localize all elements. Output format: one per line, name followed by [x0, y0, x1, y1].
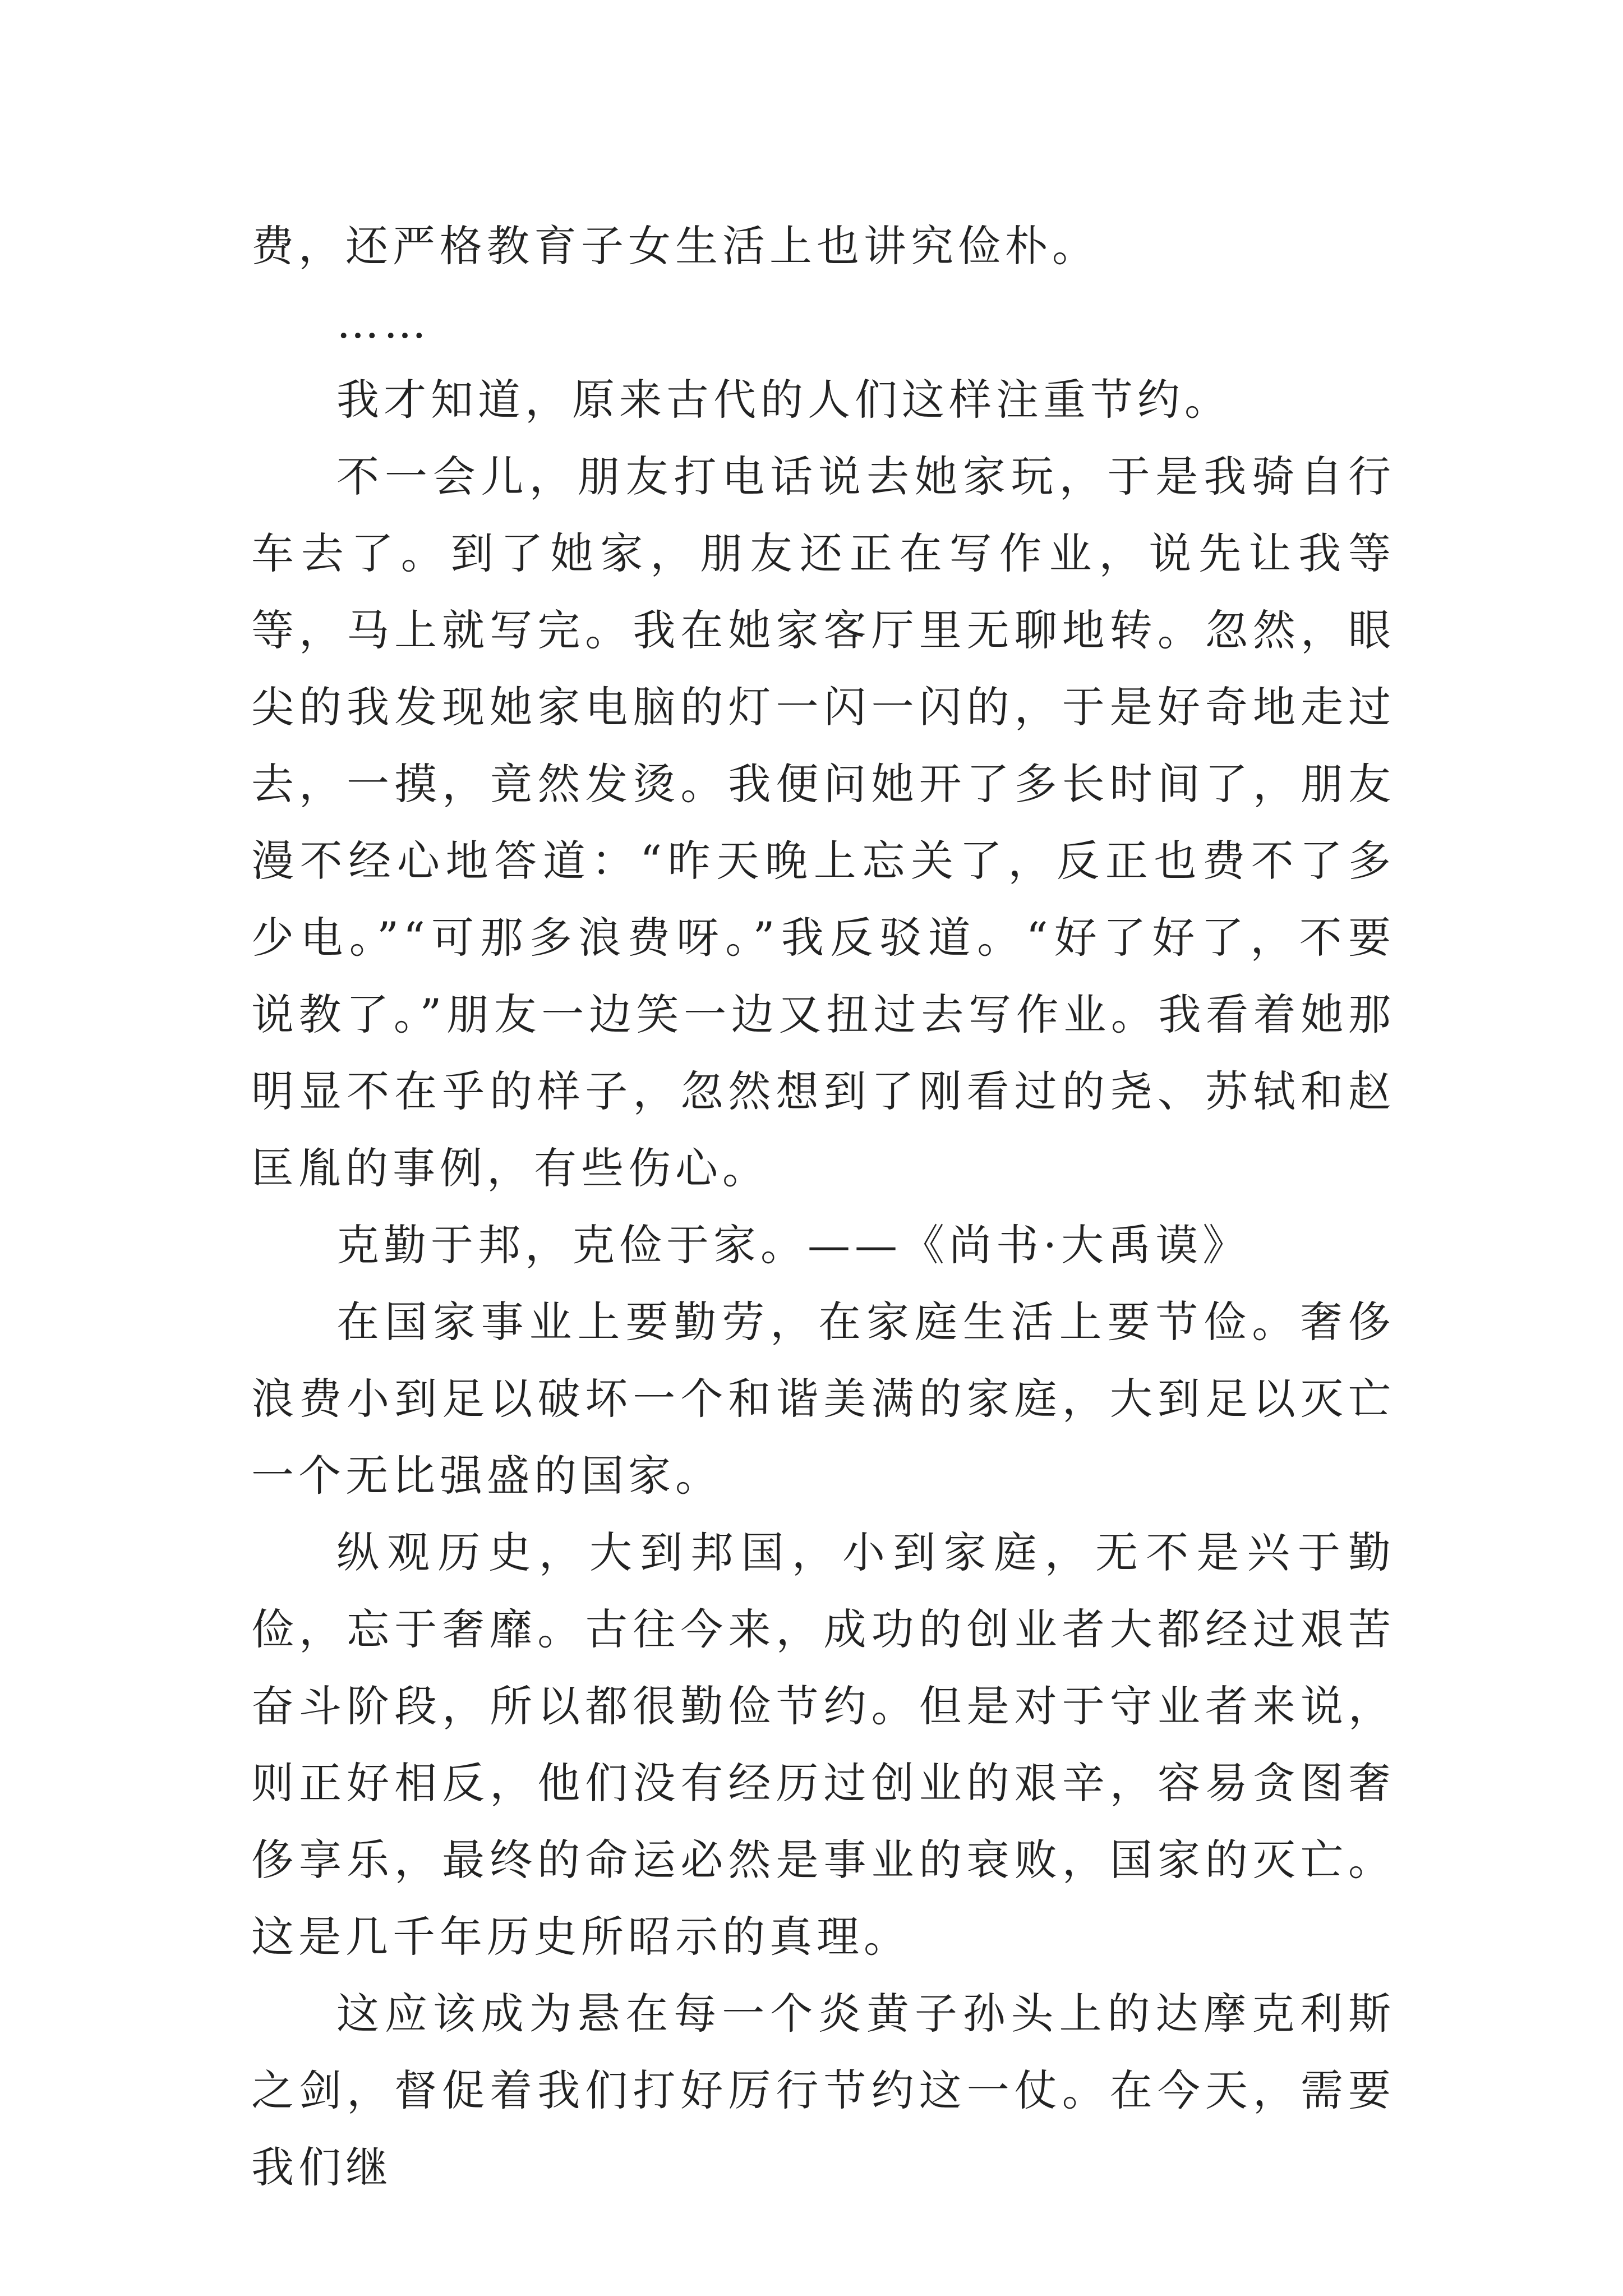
paragraph: 在国家事业上要勤劳，在家庭生活上要节俭。奢侈浪费小到足以破坏一个和谐美满的家庭，大到足以灭亡一个无比强盛的国家。	[251, 1297, 1395, 1501]
paragraph: 我才知道，原来古代的人们这样注重节约。	[336, 375, 1232, 425]
quote-paragraph: 克勤于邦，克俭于家。——《尚书·大禹谟》	[336, 1220, 1250, 1270]
paragraph: 费，还严格教育子女生活上也讲究俭朴。	[251, 221, 1099, 271]
ellipsis-paragraph: ……	[336, 298, 431, 348]
paragraph: 纵观历史，大到邦国，小到家庭，无不是兴于勤俭，忘于奢靡。古往今来，成功的创业者大都经过艰苦奋斗阶段，所以都很勤俭节约。但是对于守业者来说，则正好相反，他们没有经历过创业的艰辛，容易贪图奢侈享乐，最终的命运必然是事业的衰败，国家的灭亡。这是几千年历史所昭示的真理。	[251, 1527, 1395, 1962]
paragraph: 不一会儿，朋友打电话说去她家玩，于是我骑自行车去了。到了她家，朋友还正在写作业，说先让我等等，马上就写完。我在她家客厅里无聊地转。忽然，眼尖的我发现她家电脑的灯一闪一闪的，于是好奇地走过去，一摸，竟然发烫。我便问她开了多长时间了，朋友漫不经心地答道：“昨天晚上忘关了，反正也费不了多少电。”“可那多浪费呀。”我反驳道。“好了好了，不要说教了。”朋友一边笑一边又扭过去写作业。我看着她那明显不在乎的样子，忽然想到了刚看过的尧、苏轼和赵匡胤的事例，有些伤心。	[251, 452, 1395, 1193]
paragraph: 这应该成为悬在每一个炎黄子孙头上的达摩克利斯之剑，督促着我们打好厉行节约这一仗。在今天，需要我们继	[251, 1989, 1395, 2192]
body-text	[251, 208, 1395, 2206]
